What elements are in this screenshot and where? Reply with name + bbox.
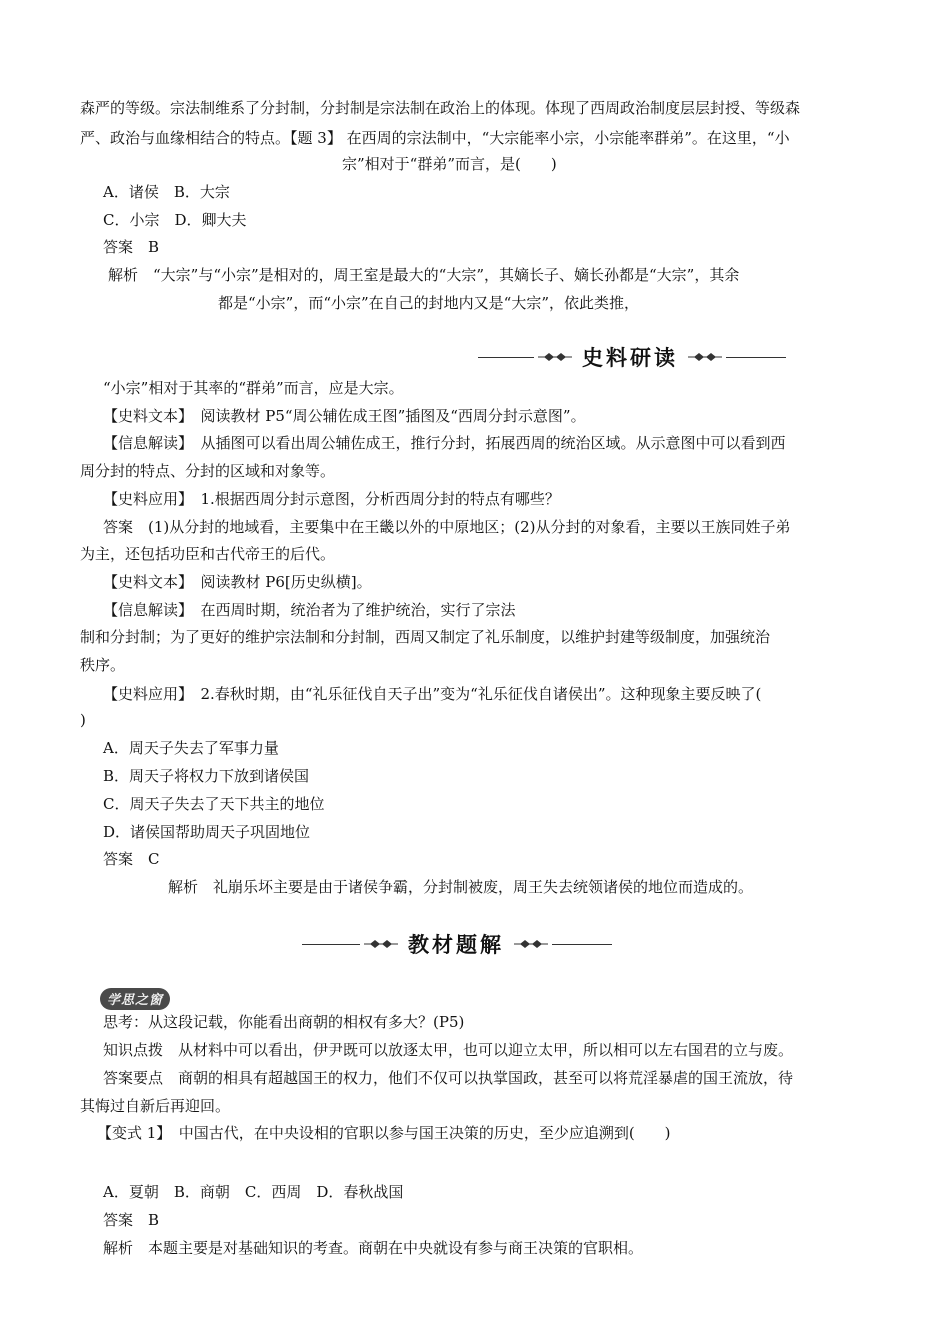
body-line: 为主，还包括功臣和古代帝王的后代。 bbox=[80, 545, 336, 563]
body-line: 制和分封制；为了更好的维护宗法制和分封制，西周又制定了礼乐制度，以维护封建等级制度，加强统治 bbox=[80, 628, 771, 646]
think-question-line: 思考：从这段记载，你能看出商朝的相权有多大？(P5) bbox=[103, 1013, 465, 1031]
analysis-line: 解析 礼崩乐坏主要是由于诸侯争霸，分封制被废，周王失去统领诸侯的地位而造成的。 bbox=[168, 878, 754, 896]
body-line: 其悔过自新后再迎回。 bbox=[80, 1097, 231, 1115]
option-a-b: A．诸侯 B．大宗 bbox=[103, 183, 230, 201]
answer-line: 答案 (1)从分封的地域看，主要集中在王畿以外的中原地区；(2)从分封的对象看，主要以王族同姓子弟 bbox=[103, 518, 791, 536]
source-text-line: 【史料文本】 阅读教材 P5“周公辅佐成王图”插图及“西周分封示意图”。 bbox=[103, 407, 586, 425]
body-line: 周分封的特点、分封的区域和对象等。 bbox=[80, 462, 336, 480]
knowledge-tip-line: 知识点拨 从材料中可以看出，伊尹既可以放逐太甲，也可以迎立太甲，所以相可以左右国君的立与废。 bbox=[103, 1041, 794, 1059]
option-b: B．周天子将权力下放到诸侯国 bbox=[103, 767, 310, 785]
diamond-ornament-icon bbox=[514, 938, 548, 950]
header-rule bbox=[302, 944, 360, 945]
option-d: D．诸侯国帮助周天子巩固地位 bbox=[103, 823, 311, 841]
answer-line: 答案 B bbox=[103, 238, 160, 256]
info-reading-line: 【信息解读】 从插图可以看出周公辅佐成王，推行分封，拓展西周的统治区域。从示意图中可以看到西 bbox=[103, 434, 786, 452]
study-window-badge bbox=[100, 988, 170, 1010]
answer-points-line: 答案要点 商朝的相具有超越国王的权力，他们不仅可以执掌国政，甚至可以将荒淫暴虐的国王流放，待 bbox=[103, 1069, 794, 1087]
diamond-ornament-icon bbox=[688, 351, 722, 363]
body-line: ) bbox=[80, 711, 86, 729]
analysis-line: 都是“小宗”，而“小宗”在自己的封地内又是“大宗”，依此类推， bbox=[218, 294, 640, 312]
question-3-line: 严、政治与血缘相结合的特点。【题 3】 在西周的宗法制中，“大宗能率小宗，小宗能率群弟”。在这里，“小 bbox=[80, 129, 790, 147]
analysis-line: 解析 本题主要是对基础知识的考查。商朝在中央就设有参与商王决策的官职相。 bbox=[103, 1239, 644, 1257]
header-rule bbox=[478, 357, 534, 358]
svg-text:学思之窗: 学思之窗 bbox=[106, 993, 164, 1008]
variant-options-line: A．夏朝 B．商朝 C．西周 D．春秋战国 bbox=[103, 1183, 404, 1201]
section-header-textbook-solutions bbox=[302, 928, 612, 960]
variant-question-line: 【变式 1】 中国古代，在中央设相的官职以参与国王决策的历史，至少应追溯到( ) bbox=[97, 1124, 671, 1142]
section-header-primary-source-study bbox=[478, 341, 786, 373]
option-c: C．周天子失去了天下共主的地位 bbox=[103, 795, 325, 813]
source-application-line: 【史料应用】 2.春秋时期，由“礼乐征伐自天子出”变为“礼乐征伐自诸侯出”。这种现象主要反映了( bbox=[103, 685, 762, 703]
section-title: 史料研读 bbox=[582, 346, 678, 370]
question-3-line: 宗”相对于“群弟”而言，是( ) bbox=[342, 155, 557, 173]
source-text-line: 【史料文本】 阅读教材 P6[历史纵横]。 bbox=[103, 573, 372, 591]
diamond-ornament-icon bbox=[364, 938, 398, 950]
option-a: A．周天子失去了军事力量 bbox=[103, 739, 279, 757]
badge-lettering-icon bbox=[100, 988, 170, 1010]
answer-line: 答案 C bbox=[103, 850, 160, 868]
info-reading-line: 【信息解读】 在西周时期，统治者为了维护统治，实行了宗法 bbox=[103, 601, 516, 619]
header-rule bbox=[552, 944, 612, 945]
section-title: 教材题解 bbox=[408, 933, 504, 957]
header-rule bbox=[726, 357, 786, 358]
analysis-line: 解析 “大宗”与“小宗”是相对的，周王室是最大的“大宗”，其嫡长子、嫡长孙都是“大宗”，其余 bbox=[108, 266, 740, 284]
diamond-ornament-icon bbox=[538, 351, 572, 363]
option-c-d: C．小宗 D．卿大夫 bbox=[103, 211, 247, 229]
body-line: 秩序。 bbox=[80, 656, 126, 674]
answer-line: 答案 B bbox=[103, 1211, 160, 1229]
source-application-line: 【史料应用】 1.根据西周分封示意图，分析西周分封的特点有哪些？ bbox=[103, 490, 560, 508]
intro-text-line: 森严的等级。宗法制维系了分封制，分封制是宗法制在政治上的体现。体现了西周政治制度层层封授、等级森 bbox=[80, 99, 801, 117]
body-line: “小宗”相对于其率的“群弟”而言，应是大宗。 bbox=[103, 379, 404, 397]
